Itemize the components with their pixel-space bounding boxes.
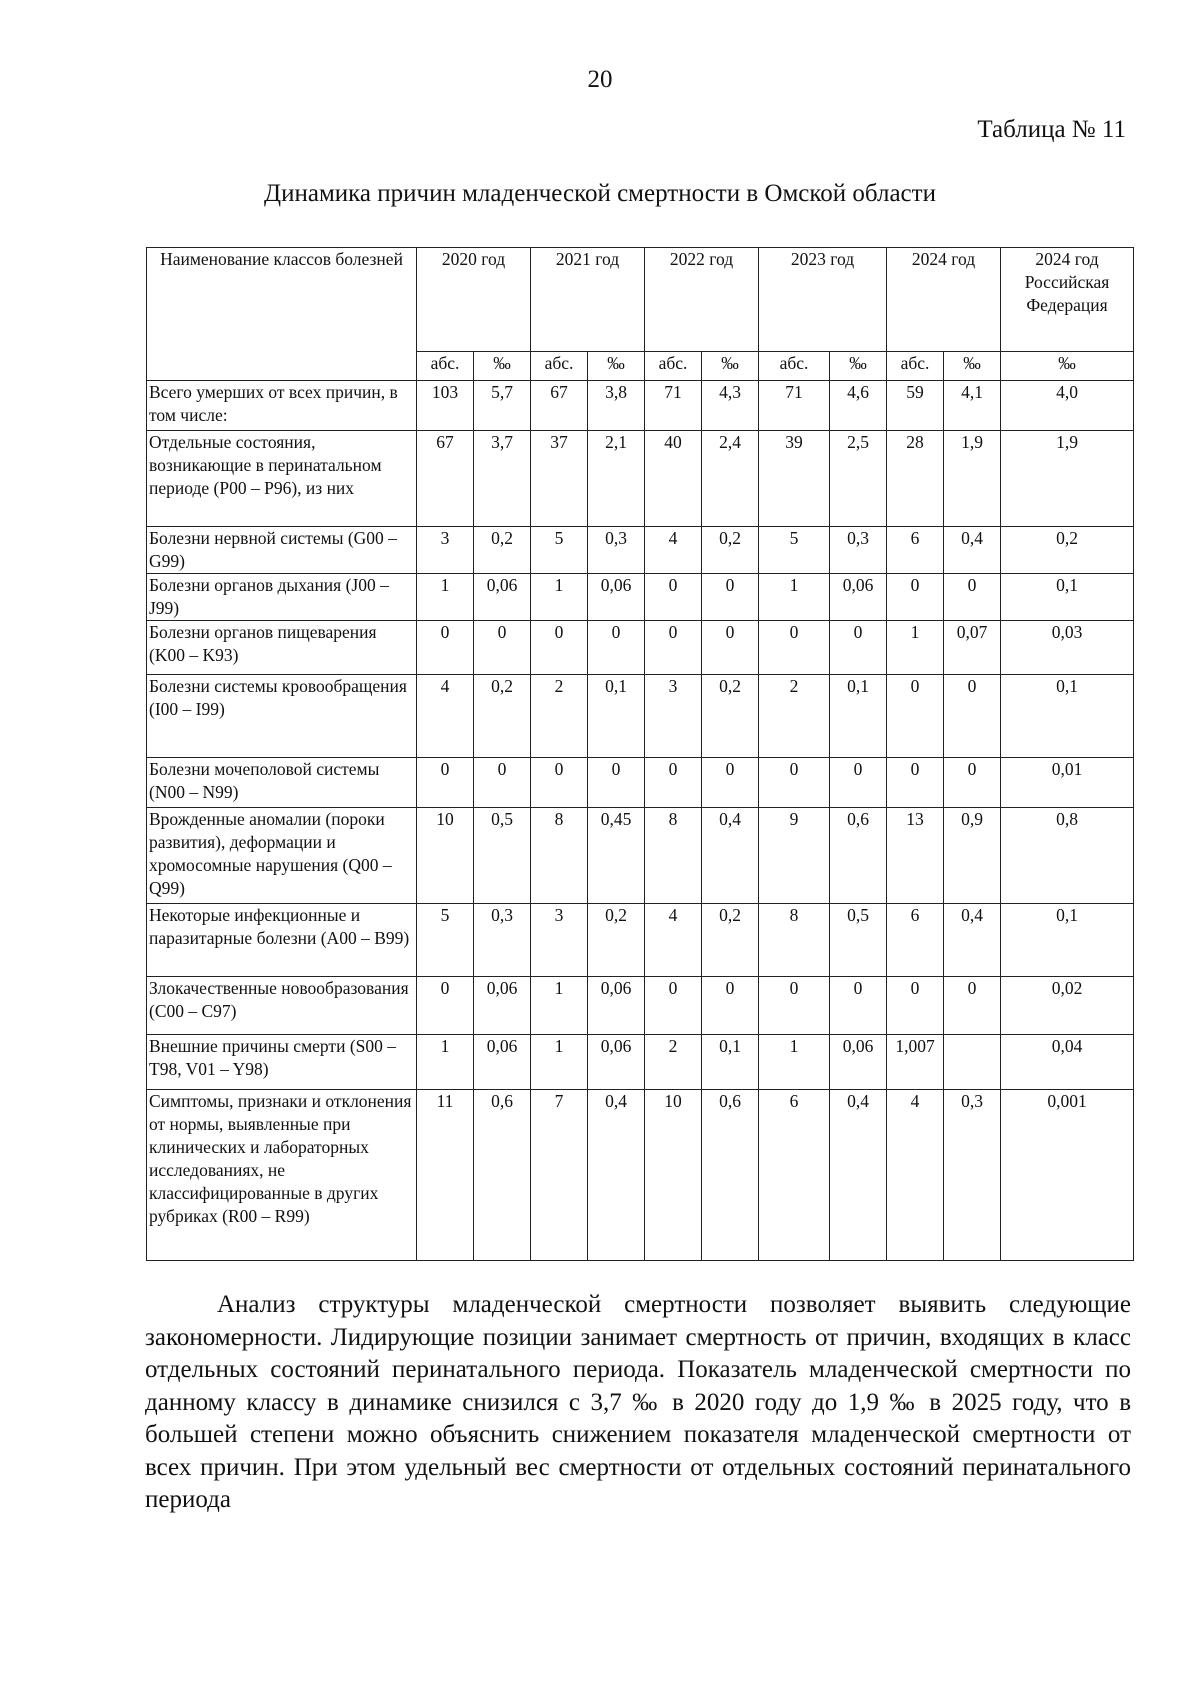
table-cell: 0,2 [474, 527, 531, 574]
table-cell: 0 [417, 977, 474, 1035]
table-cell: 4,6 [830, 381, 887, 431]
table-cell: 0,001 [1001, 1090, 1134, 1261]
row-disease-class: Болезни системы кровообращения (I00 – I99) [147, 675, 417, 758]
table-cell: 2 [531, 675, 588, 758]
table-cell: 0,2 [702, 904, 759, 977]
table-cell: 4 [645, 527, 702, 574]
subheader-abs: абс. [887, 352, 944, 381]
table-cell: 0,1 [1001, 675, 1134, 758]
table-body [147, 381, 1134, 1261]
table-cell: 0,2 [702, 527, 759, 574]
table-cell: 2,1 [588, 431, 645, 527]
table-cell: 39 [759, 431, 830, 527]
table-row [147, 621, 1134, 675]
table-cell: 0 [588, 758, 645, 808]
table-cell: 0,2 [1001, 527, 1134, 574]
table-cell: 9 [759, 808, 830, 904]
subheader-permille: ‰ [702, 352, 759, 381]
table-cell: 0,3 [588, 527, 645, 574]
row-disease-class: Болезни органов дыхания (J00 – J99) [147, 574, 417, 621]
table-cell: 0,2 [474, 675, 531, 758]
table-cell: 0 [645, 621, 702, 675]
table-cell: 28 [887, 431, 944, 527]
table-cell: 0 [645, 574, 702, 621]
subheader-abs: абс. [759, 352, 830, 381]
table-cell: 0,01 [1001, 758, 1134, 808]
table-cell: 0,06 [474, 574, 531, 621]
table-cell: 71 [645, 381, 702, 431]
table-cell: 8 [531, 808, 588, 904]
table-cell: 0 [887, 574, 944, 621]
table-cell: 0,3 [944, 1090, 1001, 1261]
table-cell: 0 [944, 574, 1001, 621]
table-cell: 0,4 [588, 1090, 645, 1261]
table-cell: 0,4 [944, 527, 1001, 574]
column-header-disease-class: Наименование классов болезней [147, 248, 417, 381]
table-cell: 0 [944, 675, 1001, 758]
table-cell: 0 [830, 758, 887, 808]
table-cell: 0 [830, 977, 887, 1035]
table-row [147, 808, 1134, 904]
table-cell: 0 [887, 977, 944, 1035]
table-cell: 0 [944, 977, 1001, 1035]
table-cell: 1,007 [887, 1035, 944, 1090]
table-cell: 0 [887, 675, 944, 758]
table-cell: 8 [645, 808, 702, 904]
table-row [147, 977, 1134, 1035]
table-cell: 0,6 [474, 1090, 531, 1261]
row-disease-class: Болезни мочеполовой системы (N00 – N99) [147, 758, 417, 808]
table-cell: 0,06 [830, 574, 887, 621]
table-row [147, 675, 1134, 758]
table-cell: 67 [531, 381, 588, 431]
table-cell: 0 [887, 758, 944, 808]
table-cell: 7 [531, 1090, 588, 1261]
row-disease-class: Болезни органов пищеварения (K00 – K93) [147, 621, 417, 675]
table-cell: 0,3 [474, 904, 531, 977]
table-row [147, 1090, 1134, 1261]
table-cell: 10 [417, 808, 474, 904]
table-cell: 6 [759, 1090, 830, 1261]
table-cell: 1 [417, 574, 474, 621]
table-cell: 0,1 [702, 1035, 759, 1090]
table-cell: 3 [531, 904, 588, 977]
table-cell: 4,3 [702, 381, 759, 431]
table-cell: 5 [759, 527, 830, 574]
row-disease-class: Болезни нервной системы (G00 – G99) [147, 527, 417, 574]
table-cell: 0,1 [830, 675, 887, 758]
table-cell: 2,4 [702, 431, 759, 527]
table-cell: 5,7 [474, 381, 531, 431]
table-cell: 5 [417, 904, 474, 977]
column-header-year: 2023 год [759, 248, 887, 352]
table-cell: 3 [645, 675, 702, 758]
table-cell: 0 [474, 758, 531, 808]
table-cell: 4,1 [944, 381, 1001, 431]
table-cell: 0 [645, 758, 702, 808]
table-cell: 0,06 [474, 977, 531, 1035]
table-cell: 0 [830, 621, 887, 675]
table-cell: 2,5 [830, 431, 887, 527]
subheader-permille: ‰ [944, 352, 1001, 381]
table-cell: 3 [417, 527, 474, 574]
table-cell: 0,03 [1001, 621, 1134, 675]
column-header-year: 2022 год [645, 248, 759, 352]
table-cell: 0 [417, 621, 474, 675]
table-cell: 0 [531, 758, 588, 808]
column-header-year: 2020 год [417, 248, 531, 352]
row-disease-class: Некоторые инфекционные и паразитарные болезни (A00 – B99) [147, 904, 417, 977]
table-cell: 1 [759, 574, 830, 621]
table-cell: 0,4 [944, 904, 1001, 977]
table-row [147, 758, 1134, 808]
table-cell: 11 [417, 1090, 474, 1261]
analysis-paragraph [145, 1289, 1131, 1517]
table-cell: 0,5 [474, 808, 531, 904]
table-cell: 0,06 [830, 1035, 887, 1090]
table-cell: 8 [759, 904, 830, 977]
table-cell: 40 [645, 431, 702, 527]
column-header-russian-federation: 2024 год Российская Федерация [1001, 248, 1134, 352]
table-cell: 0,5 [830, 904, 887, 977]
table-cell: 0 [702, 574, 759, 621]
row-disease-class: Злокачественные новообразования (C00 – C97) [147, 977, 417, 1035]
table-cell: 0 [417, 758, 474, 808]
table-cell: 0,45 [588, 808, 645, 904]
table-row [147, 574, 1134, 621]
table-cell: 0,06 [474, 1035, 531, 1090]
table-cell: 0 [702, 758, 759, 808]
table-row [147, 904, 1134, 977]
table-cell: 0 [474, 621, 531, 675]
table-cell: 0,8 [1001, 808, 1134, 904]
table-cell: 2 [759, 675, 830, 758]
table-cell: 0 [759, 758, 830, 808]
table-cell: 1 [887, 621, 944, 675]
table-cell: 103 [417, 381, 474, 431]
table-cell: 1 [759, 1035, 830, 1090]
table-cell: 4 [887, 1090, 944, 1261]
table-cell: 0,1 [1001, 904, 1134, 977]
table-cell: 59 [887, 381, 944, 431]
table-cell: 3,7 [474, 431, 531, 527]
table-cell: 0,06 [588, 574, 645, 621]
table-cell: 3,8 [588, 381, 645, 431]
subheader-permille: ‰ [588, 352, 645, 381]
table-cell: 0,6 [702, 1090, 759, 1261]
paragraph-text: Анализ структуры младенческой смертности позволяет выявить следующие закономерности. Лидирующие позиции занимает смертность от причин, входящих в класс отдельных состояний перинатального периода. Показатель младенческой смертности по данному классу в динамике снизился с 3,7 ‰ в 2020 году до 1,9 ‰ в 2025 году, что в большей степени можно объяснить снижением показателя младенческой смертности от всех причин. При этом удельный вес смертности от отдельных состояний перинатального периода [145, 1291, 1131, 1513]
table-cell: 67 [417, 431, 474, 527]
table-row [147, 381, 1134, 431]
table-cell: 4 [417, 675, 474, 758]
table-cell: 0,1 [1001, 574, 1134, 621]
table-cell: 0,06 [588, 977, 645, 1035]
table-cell: 0,02 [1001, 977, 1134, 1035]
table-cell: 0 [702, 621, 759, 675]
table-title: Динамика причин младенческой смертности в Омской области [264, 180, 936, 207]
table-cell: 0,1 [588, 675, 645, 758]
subheader-permille: ‰ [474, 352, 531, 381]
column-header-year: 2024 год [887, 248, 1001, 352]
subheader-abs: абс. [645, 352, 702, 381]
row-disease-class: Врожденные аномалии (пороки развития), деформации и хромосомные нарушения (Q00 – Q99) [147, 808, 417, 904]
table-cell: 0 [944, 758, 1001, 808]
table-cell: 0,4 [702, 808, 759, 904]
table-cell: 6 [887, 527, 944, 574]
table-cell: 0,2 [588, 904, 645, 977]
table-cell: 37 [531, 431, 588, 527]
table-cell: 0,07 [944, 621, 1001, 675]
table-cell: 2 [645, 1035, 702, 1090]
row-disease-class: Отдельные состояния, возникающие в перинатальном периоде (P00 – P96), из них [147, 431, 417, 527]
subheader-permille: ‰ [830, 352, 887, 381]
table-cell: 1 [531, 574, 588, 621]
table-cell: 0,06 [588, 1035, 645, 1090]
table-row [147, 1035, 1134, 1090]
table-cell: 4,0 [1001, 381, 1134, 431]
table-cell: 0 [759, 621, 830, 675]
table-cell: 1 [531, 977, 588, 1035]
table-cell: 0,2 [702, 675, 759, 758]
table-cell: 5 [531, 527, 588, 574]
table-cell: 71 [759, 381, 830, 431]
table-label: Таблица № 11 [977, 116, 1126, 143]
table-cell: 10 [645, 1090, 702, 1261]
table-cell: 0,4 [830, 1090, 887, 1261]
table-cell: 0 [645, 977, 702, 1035]
table-cell: 0,6 [830, 808, 887, 904]
table-cell: 0 [759, 977, 830, 1035]
row-disease-class: Внешние причины смерти (S00 – T98, V01 – Y98) [147, 1035, 417, 1090]
table-cell: 1 [417, 1035, 474, 1090]
table-cell: 0,9 [944, 808, 1001, 904]
table-cell: 1 [531, 1035, 588, 1090]
table-cell: 0 [702, 977, 759, 1035]
table-cell: 13 [887, 808, 944, 904]
table-cell: 0 [588, 621, 645, 675]
subheader-abs: абс. [531, 352, 588, 381]
table-cell: 1,9 [1001, 431, 1134, 527]
row-disease-class: Симптомы, признаки и отклонения от нормы, выявленные при клинических и лабораторных исследованиях, не классифицированные в других рубриках (R00 – R99) [147, 1090, 417, 1261]
table-cell: 0,04 [1001, 1035, 1134, 1090]
table-row [147, 527, 1134, 574]
page-number: 20 [587, 66, 613, 93]
subheader-abs: абс. [417, 352, 474, 381]
table-cell: 6 [887, 904, 944, 977]
table-cell [944, 1035, 1001, 1090]
table-row [147, 431, 1134, 527]
row-disease-class: Всего умерших от всех причин, в том числе: [147, 381, 417, 431]
column-header-year: 2021 год [531, 248, 645, 352]
table-cell: 0 [531, 621, 588, 675]
table-cell: 0,3 [830, 527, 887, 574]
mortality-table [146, 247, 1134, 1261]
table-cell: 4 [645, 904, 702, 977]
subheader-permille: ‰ [1001, 352, 1134, 381]
table-cell: 1,9 [944, 431, 1001, 527]
